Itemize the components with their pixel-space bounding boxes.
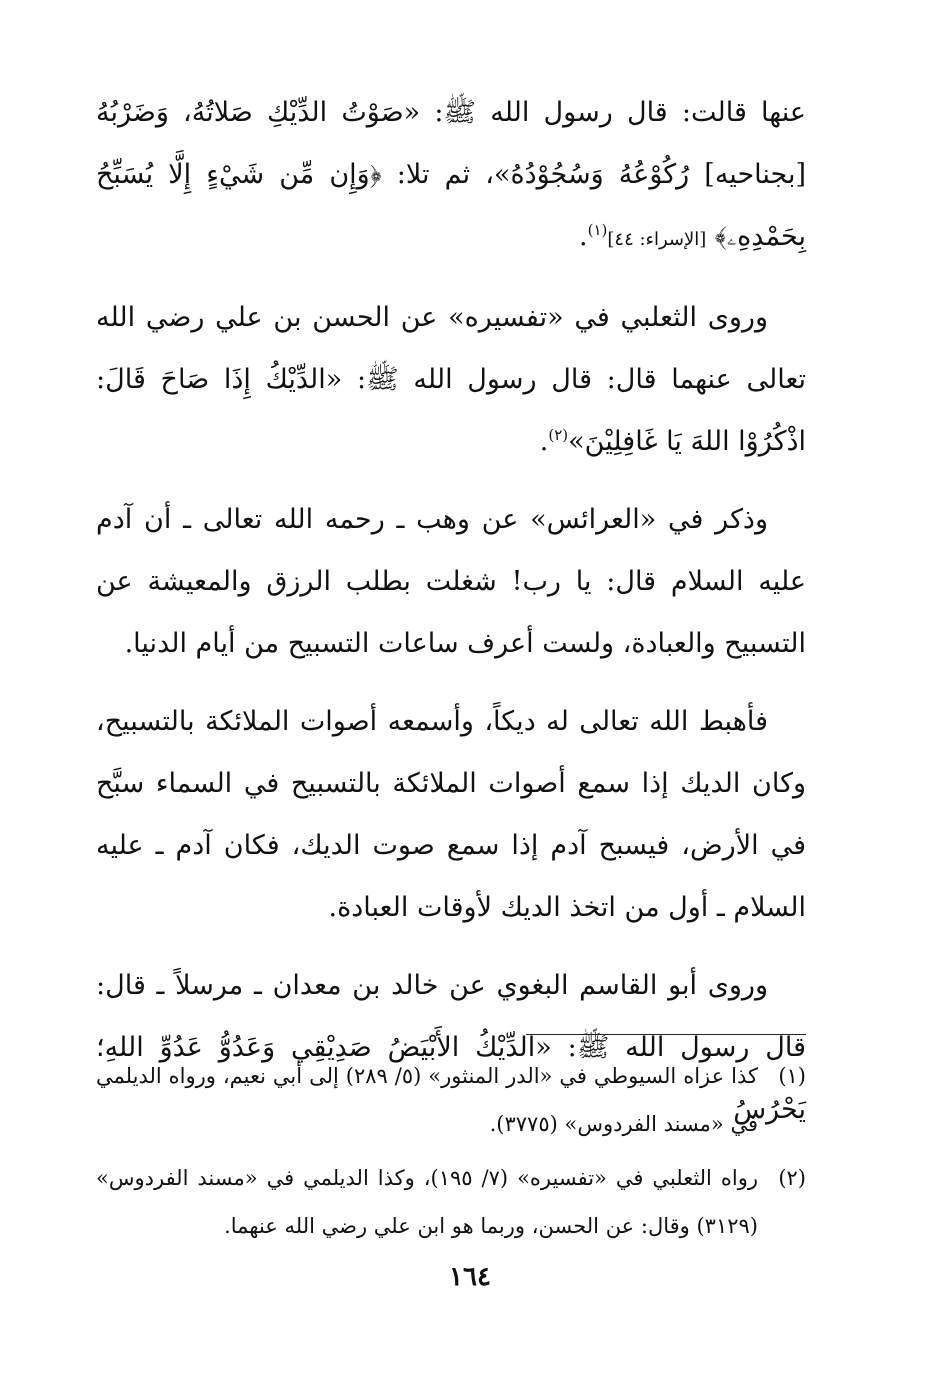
paragraph-4-text: فأهبط الله تعالى له ديكاً، وأسمعه أصوات الملائكة بالتسبيح، وكان الديك إذا سمع أصوات الملائكة بالتسبيح في السماء سبَّح في الأرض، فيسبح آدم إذا سمع صوت الديك، فكان آدم ـ عليه السلام ـ أول من اتخذ الديك لأوقات العبادة.: [96, 706, 806, 923]
paragraph-1-tail: .: [579, 221, 588, 252]
paragraph-3-text: وذكر في «العرائس» عن وهب ـ رحمه الله تعالى ـ أن آدم عليه السلام قال: يا رب! شغلت بطلب الرزق والمعيشة عن التسبيح والعبادة، ولست أعرف ساعات التسبيح من أيام الدنيا.: [96, 504, 806, 659]
footnotes: [96, 1052, 806, 1256]
footnote-marker-2: (٢): [548, 426, 569, 444]
paragraph-2: [96, 287, 806, 473]
quran-reference: [الإسراء: ٤٤]: [607, 229, 707, 250]
footnote-1: [96, 1052, 806, 1148]
footnote-1-number: (١): [778, 1064, 806, 1088]
main-text: [96, 82, 806, 1157]
footnote-marker-1: (١): [587, 221, 608, 239]
footnote-2-number: (٢): [778, 1166, 806, 1190]
footnote-2: [96, 1154, 806, 1250]
paragraph-1-text: عنها قالت: قال رسول الله ﷺ: «صَوْتُ الدِّيْكِ صَلاتُهُ، وَضَرْبُهُ [بجناحيه] رُكُوْعُهُ وَسُجُوْدُهُ»، ثم تلا: ﴿وَإِن مِّن شَيْءٍ إِلَّا يُسَبِّحُ بِحَمْدِهِۦ﴾: [96, 97, 806, 252]
paragraph-2-tail: .: [539, 426, 549, 457]
paragraph-5-text: وروى أبو القاسم البغوي عن خالد بن معدان ـ مرسلاً ـ قال: قال رسول الله ﷺ: «الدِّيْكُ الأَبْيَضُ صَدِيْقِي وَعَدُوُّ عَدُوِّ اللهِ؛ يَحْرُسُ: [96, 970, 806, 1125]
paragraph-2-text: وروى الثعلبي في «تفسيره» عن الحسن بن علي رضي الله تعالى عنهما قال: قال رسول الله ﷺ: «الدِّيْكُ إِذَا صَاحَ قَالَ: اذْكُرُوْا اللهَ يَا غَافِلِيْنَ»: [96, 302, 806, 457]
footnote-divider: [526, 1034, 806, 1035]
footnote-2-text: رواه الثعلبي في «تفسيره» (٧/ ١٩٥)، وكذا الديلمي في «مسند الفردوس» (٣١٢٩) وقال: عن الحسن، وربما هو ابن علي رضي الله عنهما.: [96, 1166, 758, 1238]
paragraph-1: [96, 82, 806, 271]
footnote-1-text: كذا عزاه السيوطي في «الدر المنثور» (٥/ ٢٨٩) إلى أبي نعيم، ورواه الديلمي في «مسند الفردوس» (٣٧٧٥).: [96, 1064, 758, 1136]
paragraph-3: [96, 489, 806, 675]
paragraph-4: [96, 691, 806, 939]
page-number: ١٦٤: [449, 1262, 491, 1292]
